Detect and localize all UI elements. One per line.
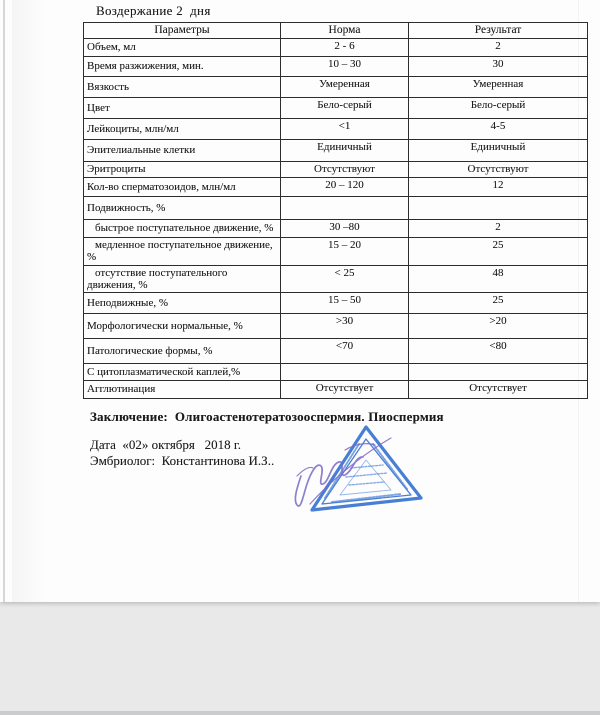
result-cell: 25 xyxy=(409,293,588,314)
results-table xyxy=(83,22,588,399)
param-cell: Агглютинация xyxy=(84,381,281,399)
result-cell: 4-5 xyxy=(409,118,588,139)
table-row xyxy=(84,339,588,364)
param-cell: Лейкоциты, млн/мл xyxy=(84,118,281,139)
result-cell xyxy=(409,364,588,381)
table-row xyxy=(84,177,588,196)
result-cell: Бело-серый xyxy=(409,97,588,118)
norm-cell xyxy=(281,364,409,381)
stamp-text-center-1 xyxy=(351,465,383,468)
stamp-text-center-2 xyxy=(346,473,387,477)
table-header-row xyxy=(84,23,588,39)
table-row xyxy=(84,364,588,381)
param-cell: Время разжижения, мин. xyxy=(84,56,281,76)
table-row xyxy=(84,161,588,177)
param-cell: Морфологически нормальные, % xyxy=(84,314,281,339)
result-cell: Отсутствуют xyxy=(409,161,588,177)
result-cell: 12 xyxy=(409,177,588,196)
norm-cell: Бело-серый xyxy=(281,97,409,118)
norm-cell: 10 – 30 xyxy=(281,56,409,76)
scan-shadow xyxy=(12,0,46,602)
param-cell: быстрое поступательное движение, % xyxy=(84,219,281,237)
table-row xyxy=(84,76,588,97)
page-edge-line xyxy=(3,0,5,602)
param-cell: Эпителиальные клетки xyxy=(84,139,281,161)
result-cell: 30 xyxy=(409,56,588,76)
norm-cell: >30 xyxy=(281,314,409,339)
param-cell: Подвижность, % xyxy=(84,196,281,219)
norm-cell: <70 xyxy=(281,339,409,364)
result-cell: 2 xyxy=(409,38,588,56)
norm-cell: < 25 xyxy=(281,265,409,293)
table-row xyxy=(84,237,588,265)
norm-cell: 15 – 50 xyxy=(281,293,409,314)
norm-cell: Единичный xyxy=(281,139,409,161)
param-cell: С цитоплазматической каплей,% xyxy=(84,364,281,381)
clinic-stamp-and-signature xyxy=(283,412,453,542)
conclusion-label: Заключение: xyxy=(90,409,168,424)
viewer-bottom-bar xyxy=(0,711,600,715)
param-cell: Эритроциты xyxy=(84,161,281,177)
param-cell: Неподвижные, % xyxy=(84,293,281,314)
norm-cell: 30 –80 xyxy=(281,219,409,237)
table-row xyxy=(84,314,588,339)
param-cell: Цвет xyxy=(84,97,281,118)
result-cell: 48 xyxy=(409,265,588,293)
norm-cell: 2 - 6 xyxy=(281,38,409,56)
result-cell xyxy=(409,196,588,219)
norm-cell: 20 – 120 xyxy=(281,177,409,196)
param-cell: Вязкость xyxy=(84,76,281,97)
table-row xyxy=(84,293,588,314)
param-cell: Объем, мл xyxy=(84,38,281,56)
result-cell: Единичный xyxy=(409,139,588,161)
table-row xyxy=(84,139,588,161)
norm-cell: 15 – 20 xyxy=(281,237,409,265)
norm-cell: <1 xyxy=(281,118,409,139)
embryologist-line: Эмбриолог: Константинова И.З.. xyxy=(90,453,275,468)
table-row xyxy=(84,219,588,237)
table-row xyxy=(84,56,588,76)
param-cell: отсутствие поступательного движения, % xyxy=(84,265,281,293)
col-header-result: Результат xyxy=(409,23,588,39)
abstinence-line: Воздержание 2 дня xyxy=(96,3,211,18)
table-row xyxy=(84,118,588,139)
param-cell: медленное поступательное движение, % xyxy=(84,237,281,265)
norm-cell: Умеренная xyxy=(281,76,409,97)
conclusion-text: Олигоастенотератозооспермия. Пиоспермия xyxy=(174,409,444,424)
result-cell: >20 xyxy=(409,314,588,339)
table-row xyxy=(84,196,588,219)
table-row xyxy=(84,38,588,56)
result-cell: Умеренная xyxy=(409,76,588,97)
table-row xyxy=(84,381,588,399)
param-cell: Патологические формы, % xyxy=(84,339,281,364)
triangle-stamp-icon xyxy=(312,427,421,510)
date-line: Дата «02» октября 2018 г. xyxy=(90,437,242,452)
norm-cell: Отсутствуют xyxy=(281,161,409,177)
col-header-parameters: Параметры xyxy=(84,23,281,39)
param-cell: Кол-во сперматозоидов, млн/мл xyxy=(84,177,281,196)
col-header-norm: Норма xyxy=(281,23,409,39)
norm-cell: Отсутствует xyxy=(281,381,409,399)
result-cell: 2 xyxy=(409,219,588,237)
table-row xyxy=(84,97,588,118)
stamp-text-center-3 xyxy=(349,482,384,485)
result-cell: Отсутствует xyxy=(409,381,588,399)
norm-cell xyxy=(281,196,409,219)
table-row xyxy=(84,265,588,293)
result-cell: <80 xyxy=(409,339,588,364)
result-cell: 25 xyxy=(409,237,588,265)
